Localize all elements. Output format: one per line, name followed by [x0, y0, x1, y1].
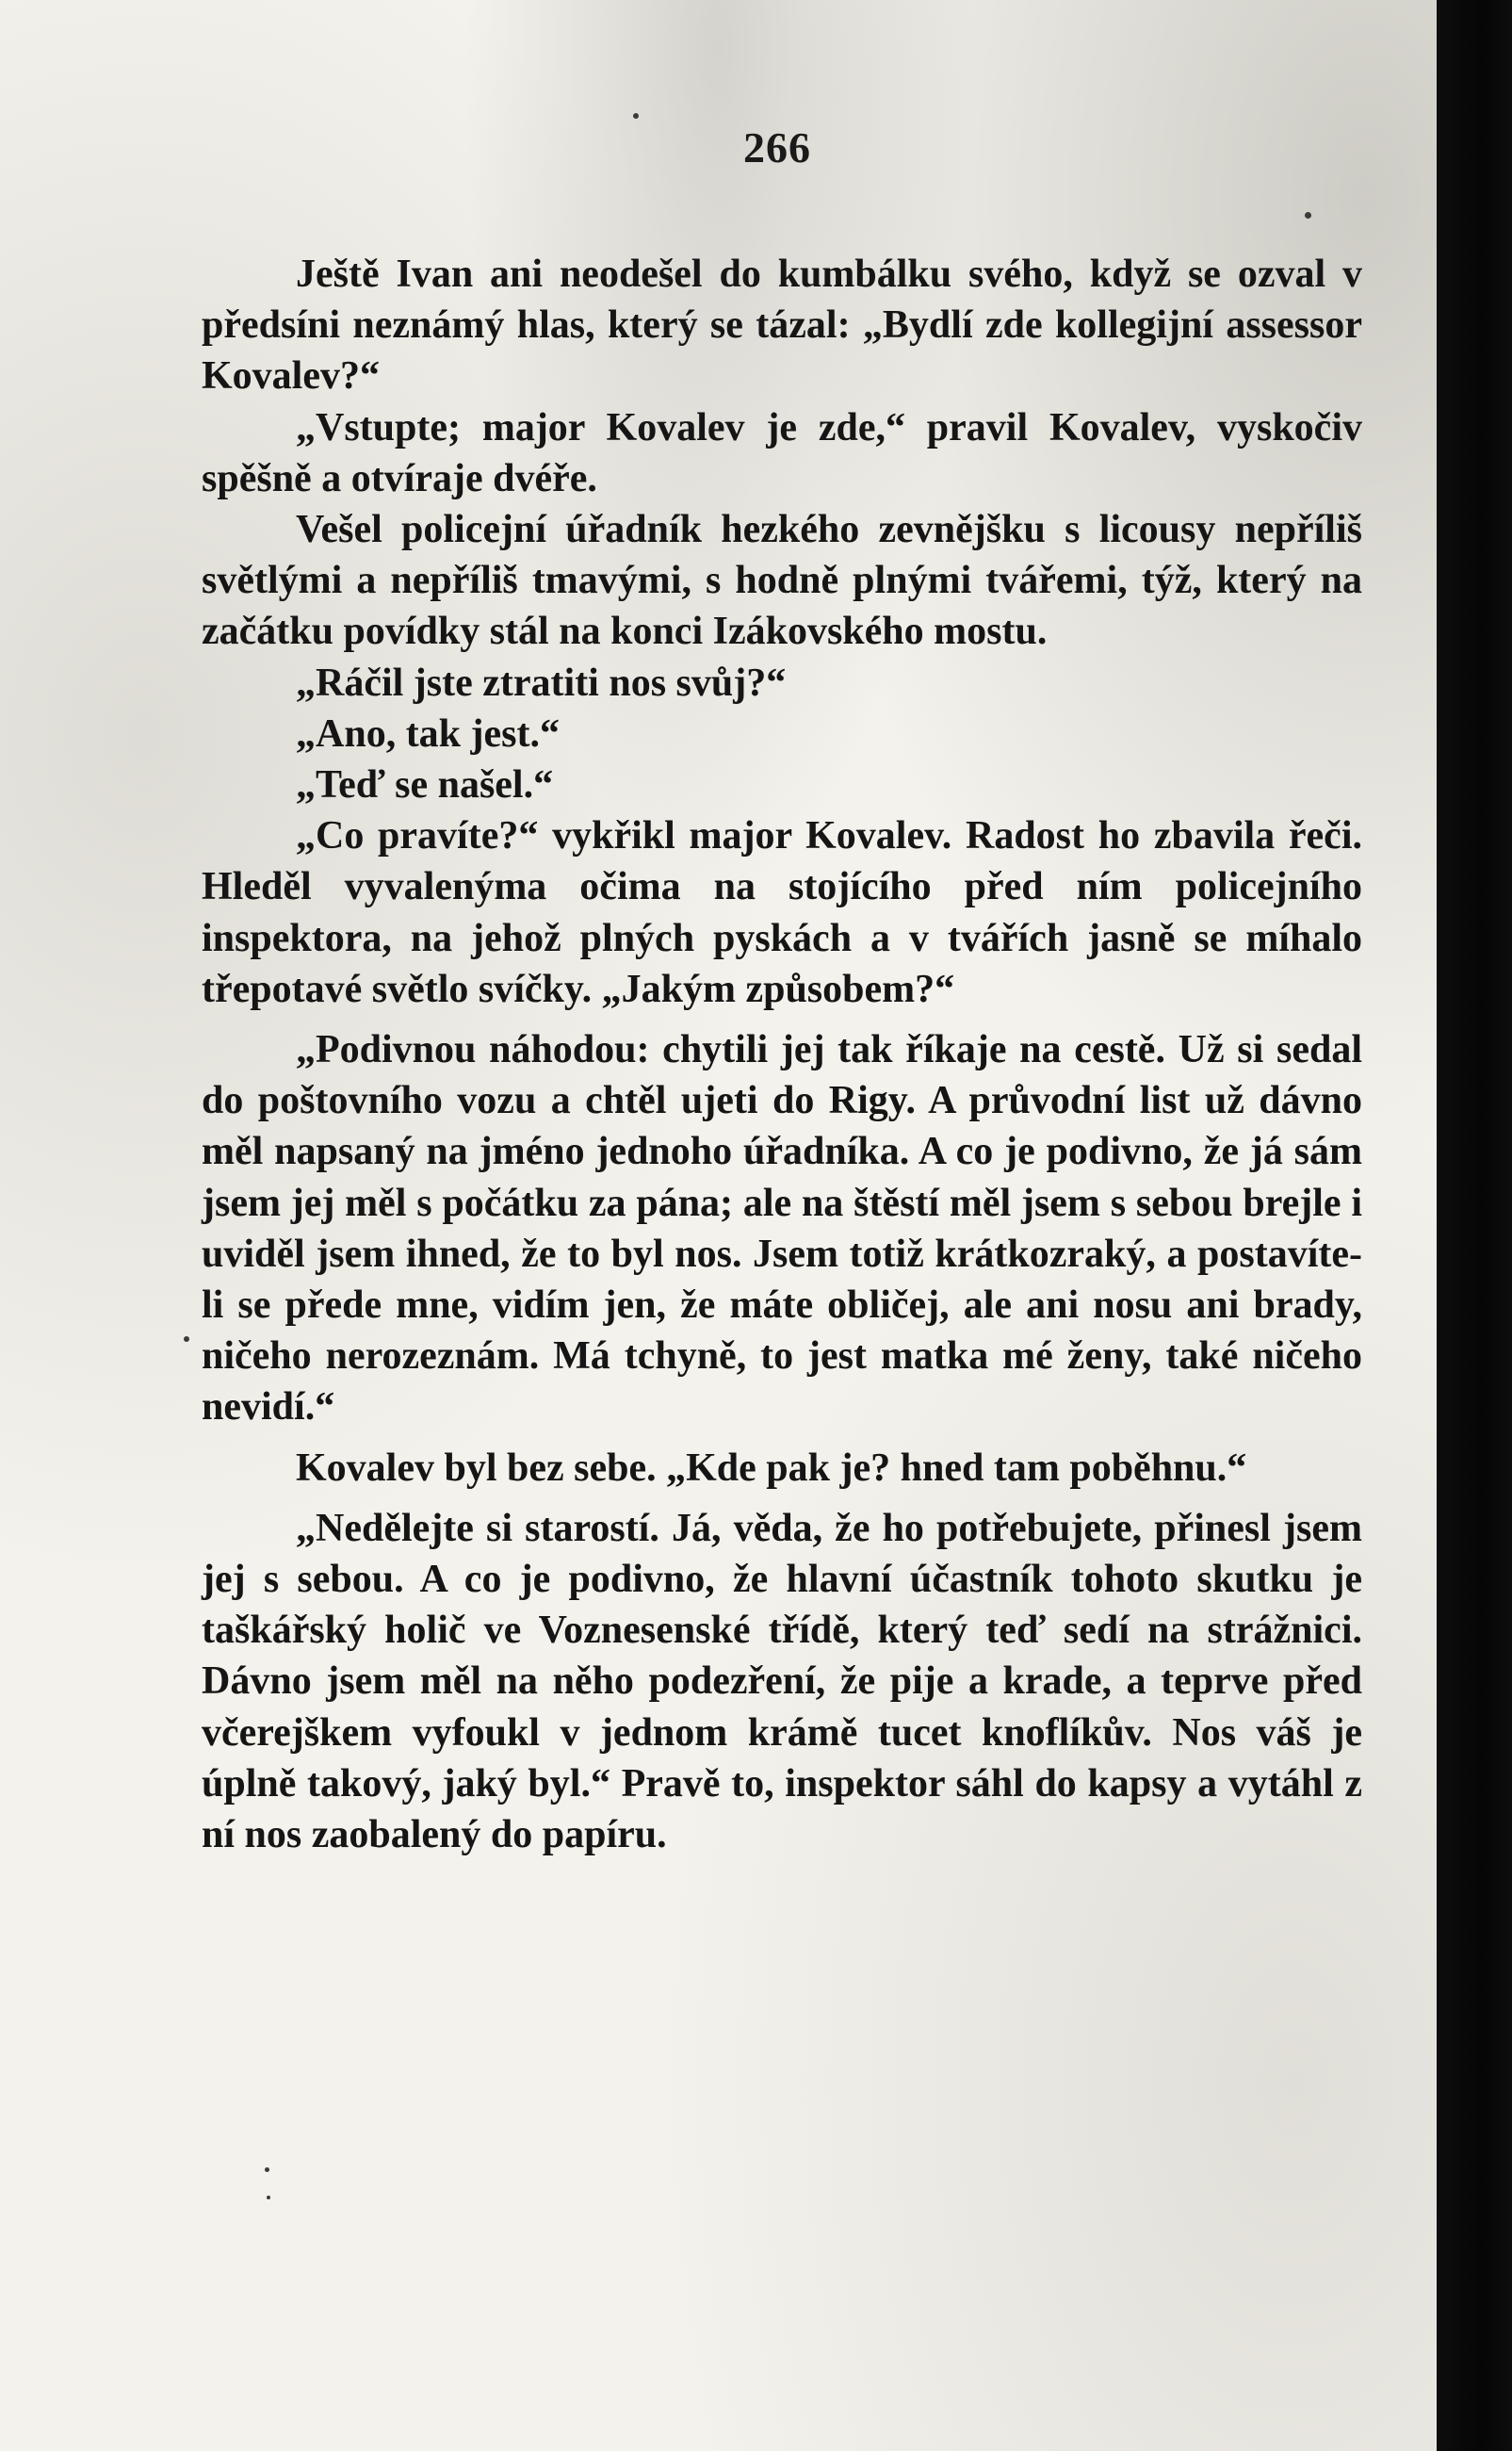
body-text [202, 249, 1362, 1860]
paragraph: „Teď se našel.“ [296, 763, 554, 808]
paper-speck [184, 1336, 189, 1342]
paper-speck [633, 113, 639, 119]
paragraph: Vešel policejní úřadník hezkého zevnějšku s licousy nepříliš světlými a nepříliš tmavými, s hodně plnými tvářemi, týž, který na začátku povídky stál na konci Izákovského mostu. [202, 508, 1362, 654]
paragraph: „Nedělejte si starostí. Já, věda, že ho potřebujete, přinesl jsem jej s sebou. A co je podivno, že hlavní účastník tohoto skutku je taškářský holič ve Voznesenské třídě, který teď sedí na strážnici. Dávno jsem měl na něho podezření, že pije a krade, a teprve před včerejškem vyfoukl v jednom krámě tucet knoflíkův. Nos váš je úplně takový, jaký byl.“ Pravě to, inspektor sáhl do kapsy a vytáhl z ní nos zaobalený do papíru. [202, 1506, 1362, 1857]
paragraph: „Vstupte; major Kovalev je zde,“ pravil Kovalev, vyskočiv spěšně a otvíraje dvéře. [202, 405, 1362, 500]
paragraph: Ještě Ivan ani neodešel do kumbálku svého, když se ozval v předsíni neznámý hlas, který se tázal: „Bydlí zde kollegijní assessor Kovalev?“ [202, 253, 1362, 399]
paragraph: Kovalev byl bez sebe. „Kde pak je? hned tam poběhnu.“ [296, 1446, 1247, 1490]
page-number: 266 [743, 123, 811, 172]
paragraph: „Ráčil jste ztratiti nos svůj?“ [296, 661, 787, 705]
paragraph: „Co pravíte?“ vykřikl major Kovalev. Radost ho zbavila řeči. Hleděl vyvalenýma očima na stojícího před ním policejního inspektora, na jehož plných pyskách a v tvářích jasně se míhalo třepotavé světlo svíčky. „Jakým způsobem?“ [202, 814, 1362, 1011]
paragraph: „Podivnou náhodou: chytili jej tak říkaje na cestě. Už si sedal do poštovního vozu a chtěl ujeti do Rigy. A průvodní list už dávno měl napsaný na jméno jednoho úřadníka. A co je podivno, že já sám jsem jej měl s počátku za pána; ale na štěstí měl jsem s sebou brejle i uviděl jsem ihned, že to byl nos. Jsem totiž krátkozraký, a postavíte-li se přede mne, vidím jen, že máte obličej, ale ani nosu ani brady, ničeho nerozeznám. Má tchyně, to jest matka mé ženy, také ničeho nevidí.“ [202, 1028, 1362, 1430]
paper-speck [265, 2167, 269, 2172]
paper-speck [267, 2196, 270, 2199]
page-edge-shadow [1437, 0, 1512, 2451]
paragraph: „Ano, tak jest.“ [296, 711, 560, 756]
paper-speck [1305, 212, 1311, 219]
